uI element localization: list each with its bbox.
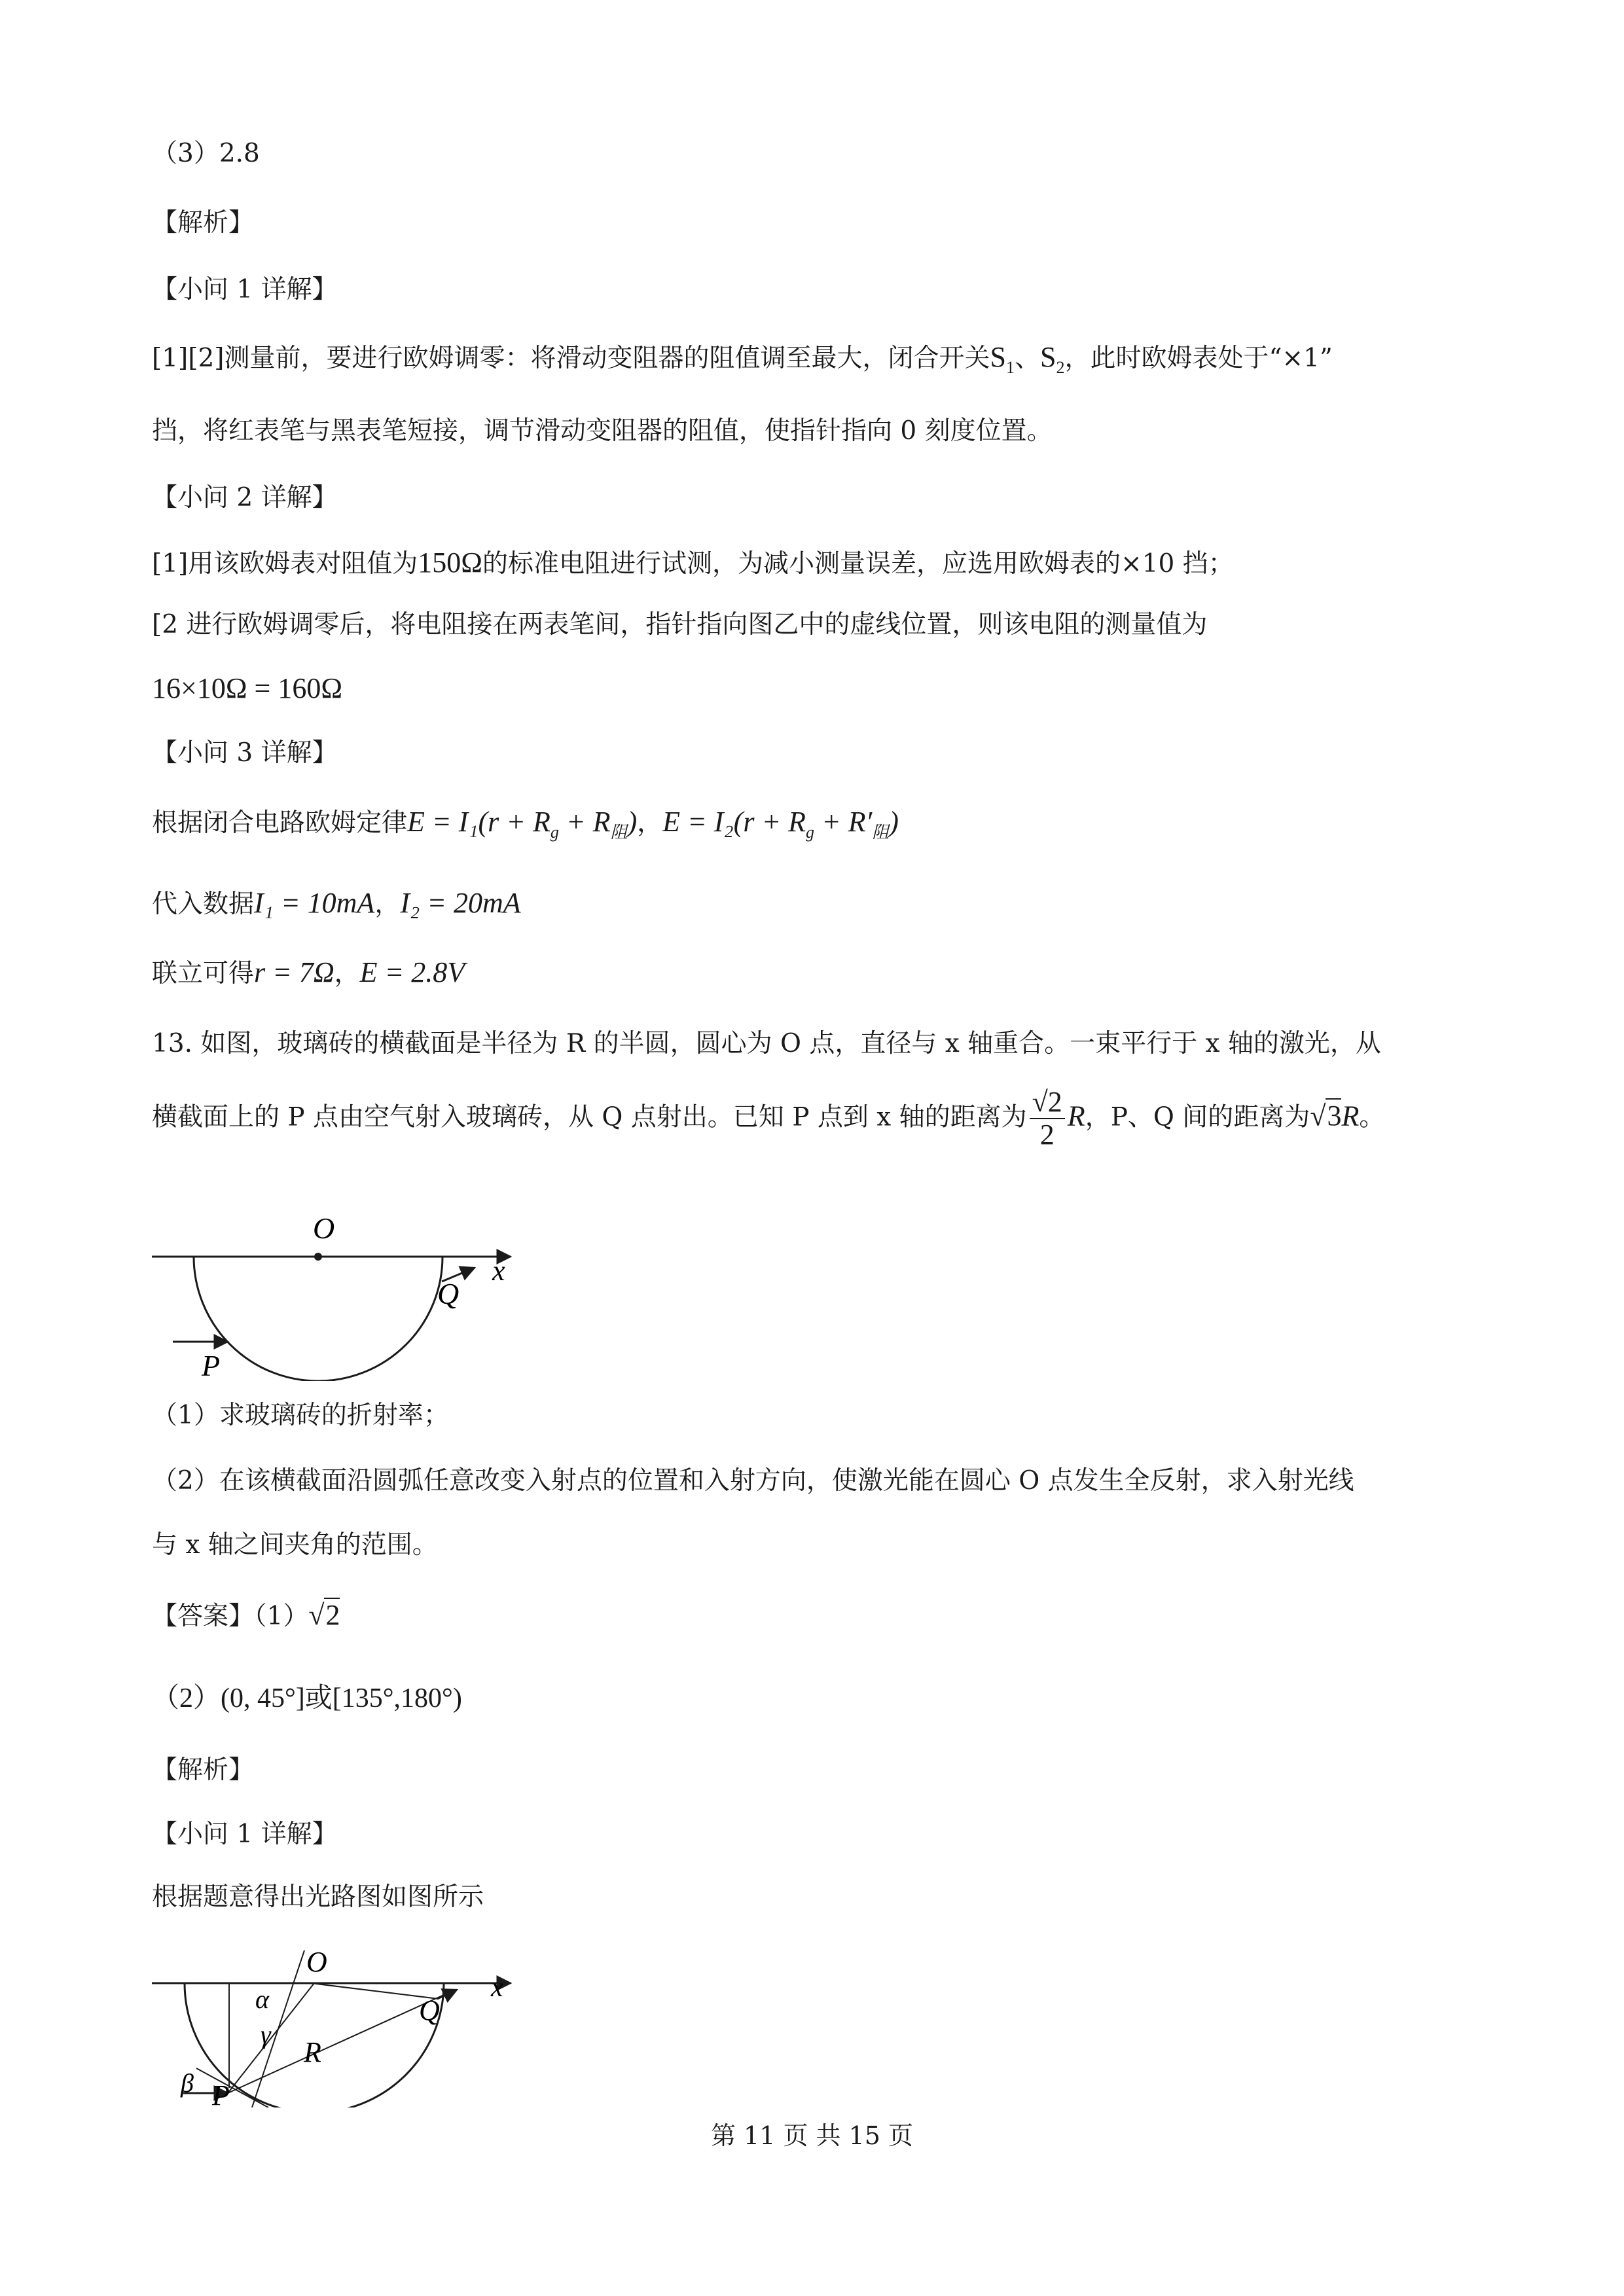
semicircle-figure <box>144 1204 537 1381</box>
label-beta: β <box>181 2068 194 2098</box>
paragraph-measure: [2 进行欧姆调零后，将电阻接在两表笔间，指针指向图乙中的虚线位置，则该电阻的测量值为 <box>152 610 1208 639</box>
paragraph-range-select: [1]用该欧姆表对阻值为150Ω的标准电阻进行试测，为减小测量误差，应选用欧姆表的×10 挡； <box>152 547 1234 579</box>
label-x-2: x <box>491 1973 503 2003</box>
paragraph-ohm-zero-cont: 挡，将红表笔与黑表笔短接，调节滑动变阻器的阻值，使指针指向 0 刻度位置。 <box>152 416 1053 446</box>
analysis-heading: 【解析】 <box>152 208 255 238</box>
tangent-at-p <box>196 2068 268 2108</box>
label-p-2: P <box>212 2079 230 2108</box>
label-q-2: Q <box>419 1994 440 2026</box>
exit-ray-2 <box>437 1990 457 1999</box>
sub-question-2-cont: 与 x 轴之间夹角的范围。 <box>152 1530 438 1560</box>
subquestion-1-heading: 【小问 1 详解】 <box>152 275 338 304</box>
question-13-cont: 横截面上的 P 点由空气射入玻璃砖，从 Q 点射出。已知 P 点到 x 轴的距离为 $\frac{√2}{2}$ R，P、Q 间的距离为√3R。 <box>152 1086 1385 1151</box>
sqrt2: √2 <box>308 1599 340 1631</box>
center-point <box>314 1253 322 1261</box>
label-p: P <box>202 1349 221 1381</box>
label-o: O <box>313 1211 335 1245</box>
subquestion-1-heading-2: 【小问 1 详解】 <box>152 1820 338 1849</box>
question-13: 13. 如图，玻璃砖的横截面是半径为 R 的半圆，圆心为 O 点，直径与 x 轴重合。一束平行于 x 轴的激光，从 <box>152 1029 1381 1058</box>
label-gamma: γ <box>261 2020 271 2049</box>
subquestion-3-heading: 【小问 3 详解】 <box>152 738 338 768</box>
equation-measure: 16×10Ω = 160Ω <box>152 672 343 704</box>
answer-1: 【答案】（1）√2 <box>152 1599 340 1631</box>
label-o-2: O <box>306 1946 327 1978</box>
fraction-sqrt2-over-2: $\frac{√2}{2}$ <box>1030 1086 1065 1151</box>
semicircle-arc <box>194 1257 442 1381</box>
page-footer: 第 11 页 共 15 页 <box>710 2121 914 2150</box>
paragraph-ohm-law: 根据闭合电路欧姆定律$E = I_1(r + R_g + R_阻)$，$E = I_2(r + R_g + R'_阻)$ <box>152 806 899 842</box>
subquestion-2-heading: 【小问 2 详解】 <box>152 483 338 512</box>
sub-question-1: （1）求玻璃砖的折射率； <box>152 1401 449 1430</box>
answer-2: （2）(0, 45°]或[135°,180°) <box>152 1683 462 1713</box>
paragraph-substitute: 代入数据I₁ = 10mA，I₂ = 20mA <box>152 887 521 919</box>
paragraph-ohm-zero: [1][2]测量前，要进行欧姆调零：将滑动变阻器的阻值调至最大，闭合开关$S_1$、$S_2$，此时欧姆表处于“×1” <box>152 341 1333 377</box>
answer-part-3: （3）2.8 <box>152 139 260 168</box>
switch-s1: $S_1$ <box>990 341 1015 377</box>
label-alpha: α <box>255 1984 269 2014</box>
label-x: x <box>492 1255 505 1287</box>
radius-to-p <box>228 1983 314 2093</box>
sqrt3: √3 <box>1310 1100 1342 1132</box>
switch-s2: $S_2$ <box>1040 341 1065 377</box>
light-path-figure <box>144 1931 537 2108</box>
label-r: R <box>304 2036 321 2068</box>
paragraph-solve: 联立可得r = 7Ω，E = 2.8V <box>152 956 465 988</box>
analysis-heading-2: 【解析】 <box>152 1755 255 1785</box>
label-q: Q <box>437 1277 460 1310</box>
sub-question-2: （2）在该横截面沿圆弧任意改变入射点的位置和入射方向，使激光能在圆心 O 点发生全反射，求入射光线 <box>152 1466 1354 1496</box>
light-path-intro: 根据题意得出光路图如图所示 <box>152 1882 484 1912</box>
